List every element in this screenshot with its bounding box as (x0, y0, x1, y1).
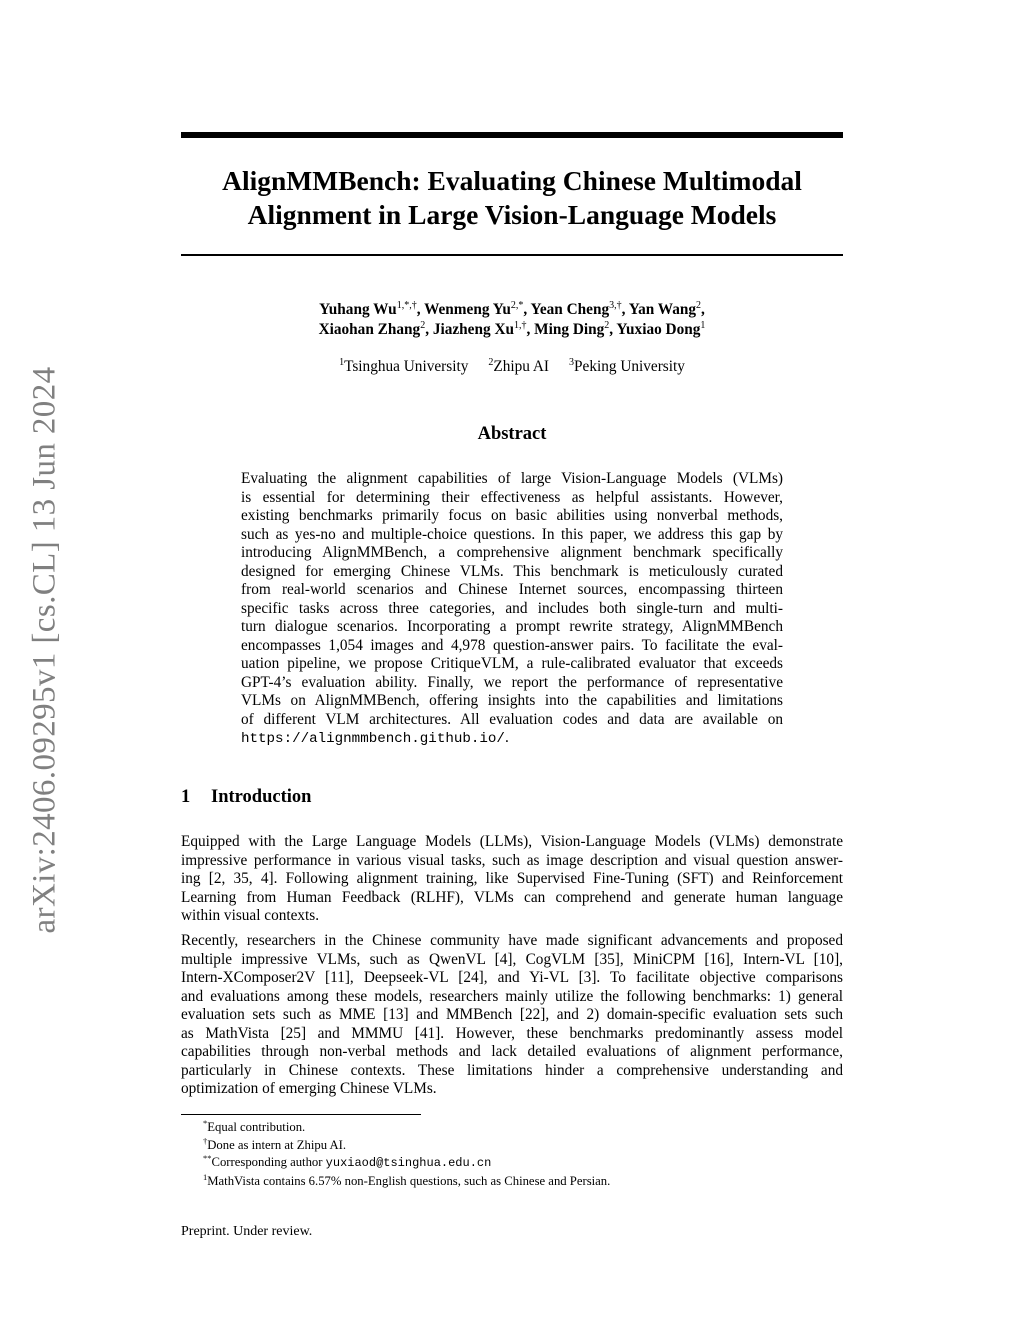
abstract-line (241, 729, 783, 748)
footnote (181, 1173, 843, 1191)
author-marks: 2 (420, 319, 426, 331)
abstract-body (241, 470, 783, 748)
title-line-1: AlignMMBench: Evaluating Chinese Multimodal (222, 165, 802, 196)
title-bottom-rule (181, 254, 843, 256)
author-separator: , (526, 321, 535, 338)
abstract-line: VLMs on AlignMMBench, offering insights into the capabilities and limitations (241, 692, 783, 709)
abstract-line: existing benchmarks primarily focus on basic abilities using nonverbal methods, (241, 507, 783, 524)
affiliations (181, 357, 843, 377)
abstract-line: turn dialogue scenarios. Incorporating a prompt rewrite strategy, AlignMMBench (241, 618, 783, 635)
paragraph-line: multiple impressive VLMs, such as QwenVL [4], CogVLM [35], MiniCPM [16], Intern-VL [10], (181, 950, 843, 968)
paragraph-line: Equipped with the Large Language Models (LLMs), Vision-Language Models (VLMs) demonstrate (181, 833, 843, 850)
abstract-line: encompasses 1,054 images and 4,978 question-answer pairs. To facilitate the eval- (241, 636, 783, 654)
author-marks: 1 (700, 319, 706, 331)
footnote (181, 1119, 843, 1137)
footnote (181, 1154, 843, 1173)
paragraph-line: ing [2, 35, 4]. Following alignment training, like Supervised Fine-Tuning (SFT) and Reinforcement (181, 870, 843, 887)
abstract-line: is essential for determining their effectiveness as helpful assistants. However, (241, 488, 783, 506)
author-separator: , (609, 321, 617, 338)
author-name: Yan Wang (628, 301, 697, 318)
paragraph-line: Learning from Human Feedback (RLHF), VLMs can comprehend and generate human language (181, 888, 843, 906)
affiliation-mark: 1 (339, 356, 345, 368)
footnote-text: MathVista contains 6.57% non-English questions, such as Chinese and Persian. (207, 1173, 611, 1188)
abstract-line: GPT-4’s evaluation ability. Finally, we report the performance of representative (241, 673, 783, 691)
paragraph-line: as MathVista [25] and MMMU [41]. However, these benchmarks predominantly assess model (181, 1024, 843, 1042)
author-name: Xiaohan Zhang (318, 321, 421, 338)
abstract-heading: Abstract (477, 424, 547, 444)
author-list (181, 300, 843, 340)
footnote-mark: ** (203, 1152, 212, 1163)
footnote-text: Corresponding author (211, 1155, 326, 1169)
author-name: Jiazheng Xu (432, 321, 515, 338)
affiliation (339, 358, 468, 375)
footnote-text: Equal contribution. (207, 1120, 306, 1134)
preprint-footer: Preprint. Under review. (181, 1224, 313, 1239)
paragraph-line: optimization of emerging Chinese VLMs. (181, 1080, 437, 1097)
section-heading-introduction (181, 787, 311, 808)
footnote-rule (181, 1114, 421, 1115)
footnote-email: yuxiaod@tsinghua.edu.cn (325, 1156, 492, 1170)
paper-title (181, 164, 843, 232)
affiliation-mark: 2 (488, 356, 494, 368)
author-marks: 2,* (510, 299, 524, 311)
paragraph-line: Recently, researchers in the Chinese community have made significant advancements and proposed (181, 932, 843, 949)
footnote-text: Done as intern at Zhipu AI. (207, 1137, 347, 1152)
abstract-line: such as yes-no and multiple-choice questions. In this paper, we address this gap by (241, 525, 783, 543)
author-marks: 3,† (609, 299, 622, 311)
author-separator: , (523, 301, 531, 318)
author-marks: 1,† (514, 319, 527, 331)
author-line-1 (181, 300, 843, 320)
affiliation-mark: 3 (569, 356, 575, 368)
abstract-line: Evaluating the alignment capabilities of large Vision-Language Models (VLMs) (241, 470, 783, 487)
abstract-line: uation pipeline, we propose CritiqueVLM, a rule-calibrated evaluator that exceeds (241, 655, 783, 672)
intro-paragraph-2 (181, 932, 843, 1099)
footnote-mark: † (203, 1135, 208, 1146)
paragraph-line: Intern-XComposer2V [11], Deepseek-VL [24], and Yi-VL [3]. To facilitate objective comparisons (181, 969, 843, 986)
affiliation (488, 358, 549, 375)
author-marks: 2 (604, 319, 610, 331)
paragraph-line: capabilities through non-verbal methods and lack detailed evaluations of alignment performance, (181, 1043, 843, 1060)
footnote (181, 1137, 843, 1155)
author-line-2 (181, 320, 843, 340)
paragraph-line: evaluation sets such as MME [13] and MMBench [22], and 2) domain-specific evaluation sets such (181, 1006, 843, 1023)
footnotes (181, 1119, 843, 1190)
intro-paragraph-1 (181, 833, 843, 926)
author-marks: 1,*,† (396, 299, 417, 311)
abstract-url-suffix: . (504, 729, 509, 746)
section-number: 1 (181, 787, 191, 807)
author-separator: , (416, 301, 425, 318)
author-name: Yean Cheng (530, 301, 610, 318)
author-name: Yuhang Wu (319, 301, 397, 318)
author-separator: , (621, 301, 629, 318)
abstract-url-link: https://alignmmbench.github.io/ (241, 731, 505, 747)
paragraph-line: within visual contexts. (181, 907, 320, 924)
author-name: Wenmeng Yu (424, 301, 511, 318)
abstract-line: of different VLM architectures. All evaluation codes and data are available on (241, 710, 783, 728)
affiliation-name: Peking University (574, 358, 685, 375)
footnote-mark: 1 (203, 1171, 208, 1182)
abstract-line: designed for emerging Chinese VLMs. This benchmark is meticulously curated (241, 562, 783, 580)
paragraph-line: impressive performance in various visual tasks, such as image description and visual question answer- (181, 851, 843, 869)
abstract-line: specific tasks across three categories, and includes both single-turn and multi- (241, 599, 783, 617)
abstract-line: introducing AlignMMBench, a comprehensive alignment benchmark specifically (241, 544, 783, 561)
footnote-mark: * (203, 1117, 208, 1128)
title-line-2: Alignment in Large Vision-Language Models (247, 199, 777, 230)
author-marks: 2 (696, 299, 702, 311)
title-top-rule (181, 132, 843, 138)
author-separator: , (425, 321, 433, 338)
paragraph-line: and evaluations among these models, researchers mainly utilize the following benchmarks: 1) general (181, 987, 843, 1005)
abstract-line: from real-world scenarios and Chinese Internet sources, encompassing thirteen (241, 581, 783, 598)
affiliation (569, 358, 685, 375)
section-title: Introduction (211, 787, 312, 807)
author-separator: , (701, 301, 705, 318)
arxiv-identifier-stamp: arXiv:2406.09295v1 [cs.CL] 13 Jun 2024 (26, 366, 63, 934)
paragraph-line: particularly in Chinese contexts. These limitations hinder a comprehensive understanding and (181, 1061, 843, 1079)
author-name: Yuxiao Dong (616, 321, 701, 338)
affiliation-name: Tsinghua University (344, 358, 469, 375)
affiliation-name: Zhipu AI (493, 358, 550, 375)
author-name: Ming Ding (534, 321, 605, 338)
